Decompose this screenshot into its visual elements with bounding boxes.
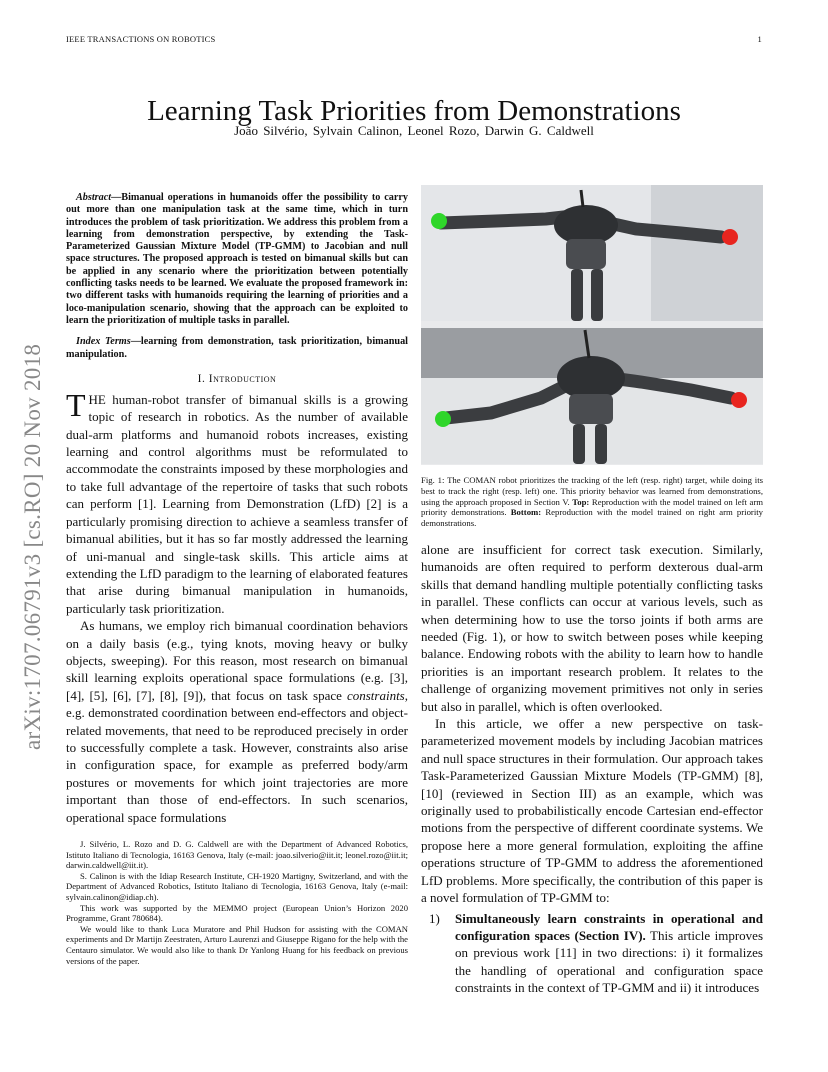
section-title: Introduction (208, 372, 277, 385)
index-terms-text: —learning from demonstration, task prioritization, bimanual manipulation. (66, 336, 408, 360)
author-list: João Silvério, Sylvain Calinon, Leonel Rozo, Darwin G. Caldwell (234, 123, 594, 138)
arxiv-watermark: arXiv:1707.06791v3 [cs.RO] 20 Nov 2018 (20, 343, 45, 750)
figure-caption (421, 475, 763, 529)
abstract-label: Abstract (76, 192, 112, 203)
intro-paragraph-2 (66, 617, 408, 826)
intro-p2-emphasis: constraints (346, 687, 405, 703)
intro-p2-part-a: As humans, we employ rich bimanual coordination behaviors on a daily basis (e.g., tying knots, moving heavy or bulky objects, sweeping). For this reason, most research on bimanual skill learning exploits operational space formulations (e.g. [3], [4], [5], [6], [7], [8], [9]), that focus on task space (66, 618, 408, 703)
right-column (421, 185, 763, 997)
page-number: 1 (757, 34, 762, 44)
list-item-bold: Simultaneously learn constraints in operational and configuration spaces (Section IV). (455, 910, 763, 943)
caption-part-c: Reproduction with the model trained on right arm priority demonstrations. (421, 507, 763, 529)
caption-top-label: Top: (572, 496, 590, 507)
section-heading (66, 373, 408, 385)
paper-title: Learning Task Priorities from Demonstrations (147, 95, 681, 128)
figure-1 (421, 185, 763, 465)
right-paragraph-2: In this article, we offer a new perspective on task-parameterized movement models by including Jacobian matrices and null space structures in their formulation. Our approach takes Task-Parameterized Gaussian Mixture Models (TP-GMM) [8], [10] (reviewed in Section III) as an example, which was originally used to probabilistically encode Cartesian end-effector motions from the perspective of different coordinate systems. We propose here a more general formulation, exploiting the affine operations structure of TP-GMM to address the aforementioned LfD problems. More specifically, the contribution of this paper is a novel formulation of TP-GMM to: (421, 716, 763, 906)
list-item (421, 910, 763, 997)
caption-part-a: Fig. 1: The COMAN robot prioritizes the tracking of the left (resp. right) target, while doing its best to track the right (resp. left) one. This priority behavior was learned from demonstrations, using the approach proposed in Section V. (421, 475, 763, 507)
footnote-funding: This work was supported by the MEMMO project (European Union’s Horizon 2020 Programme, Grant 780684). (66, 902, 408, 924)
index-terms-label: Index Terms (76, 336, 131, 348)
list-item-text (455, 910, 763, 997)
contribution-list (421, 910, 763, 997)
footnotes (66, 839, 408, 966)
abstract (66, 192, 408, 327)
intro-paragraph-1 (66, 386, 408, 617)
list-item-rest: This article improves on previous work [11] in two directions: i) it formalizes the handling of operational and configuration space constraints in the context of TP-GMM and ii) it introduces (455, 927, 763, 996)
running-header: IEEE TRANSACTIONS ON ROBOTICS (66, 34, 216, 44)
footnote-acknowledgments: We would like to thank Luca Muratore and Phil Hudson for assisting with the COMAN experiments and Dr Martijn Zeestraten, Arturo Laurenzi and Giuseppe Rigano for the help with the Centauro simulator. We would also like to thank Dr Yanlong Huang for his feedback on previous versions of the paper. (66, 923, 408, 966)
section-numeral: I. (197, 372, 209, 385)
footnote-affiliation-1: J. Silvério, L. Rozo and D. G. Caldwell are with the Department of Advanced Robotics, Istituto Italiano di Tecnologia, 16163 Genova, Italy (e-mail: joao.silverio@iit.it; leonel.rozo@iit.it; darwin.caldwell@iit.it). (66, 839, 408, 871)
intro-paragraph-1-text: HE human-robot transfer of bimanual skills is a growing topic of research in robotics. As the number of available dual-arm platforms and humanoid robots increases, existing learning and control algorithms must be reformulated to accommodate the constraints imposed by these morphologies and to take full advantage of the repertoire of tasks that such robots can perform [1]. Learning from Demonstration (LfD) [2] is a particularly promising direction to achieve a seamless transfer of bimanual abilities, but it has so far mostly addressed the learning of uni-manual and single-task skills. This article aims at extending the LfD paradigm to the learning of elaborated features that arise during bimanual manipulation in humanoids, particularly task prioritization. (66, 391, 408, 616)
left-column (66, 192, 408, 966)
robot-photo-right-priority (421, 328, 763, 464)
caption-part-b: Reproduction with the model trained on left arm priority demonstrations. (421, 496, 764, 518)
abstract-text: —Bimanual operations in humanoids offer the possibility to carry out more than one manipulation task at the same time, which in turn introduces the problem of task prioritization. We address this problem from a learning from demonstration perspective, by extending the Task-Parameterized Gaussian Mixture Model (TP-GMM) to Jacobian and null space structures. The proposed approach is tested on bimanual skills but can be applied in any scenario where the prioritization between potentially conflicting tasks needs to be learned. We evaluate the proposed framework in: two different tasks with humanoids requiring the learning of priorities and a loco-manipulation scenario, showing that the approach can be exploited to learn the prioritization of multiple tasks in parallel. (66, 192, 408, 326)
robot-photo-left-priority (421, 185, 763, 321)
figure-panel-bottom (421, 328, 763, 464)
footnote-affiliation-2: S. Calinon is with the Idiap Research Institute, CH-1920 Martigny, Switzerland, and with the Department of Advanced Robotics, Istituto Italiano di Tecnologia, 16163 Genova, Italy (e-mail: sylvain.calinon@idiap.ch). (66, 870, 408, 902)
caption-bottom-label: Bottom: (510, 507, 542, 518)
drop-cap: T (66, 386, 86, 423)
index-terms (66, 336, 408, 361)
intro-p2-part-b: , e.g. demonstrated coordination between end-effectors and object-related movements, that need to be reproduced precisely in order to successfully complete a task. However, constraints also arise in configuration space, for example as preferred body/arm postures or movements for which joint trajectories are more important than those of end-effectors. In such scenarios, operational space formulations (66, 687, 408, 825)
right-paragraph-1: alone are insufficient for correct task execution. Similarly, humanoids are often required to perform dexterous dual-arm skills that demand handling multiple potentially conflicting tasks in parallel. These conflicts can occur at various levels, such as when determining how to use the torso joints if both arms are needed (Fig. 1), or how to switch between poses while keeping balance. Endowing robots with the ability to learn how to handle priorities is an important research problem. It relates to the challenge of organizing movement primitives not only in series but also in parallel, which is often overlooked. (421, 541, 763, 714)
figure-panel-top (421, 185, 763, 321)
list-item-number: 1) (429, 910, 440, 926)
